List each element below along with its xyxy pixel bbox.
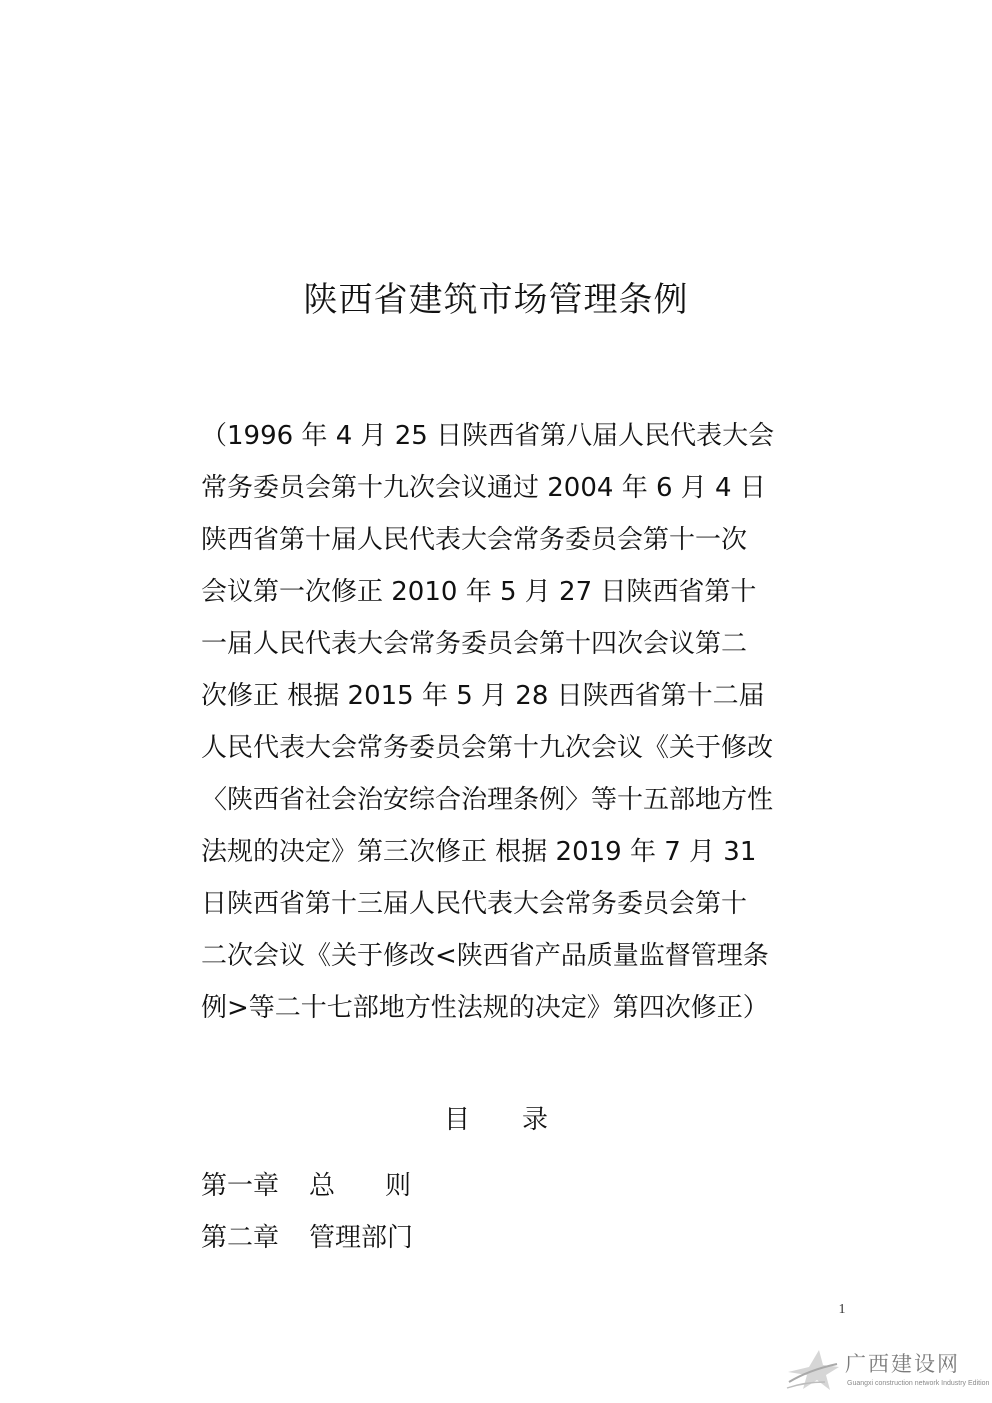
history-line: 次修正 根据 2015 年 5 月 28 日陕西省第十二届 (201, 681, 765, 711)
watermark-subtitle: Guangxi construction network Industry Edition (847, 1380, 990, 1387)
history-line: 一届人民代表大会常务委员会第十四次会议第二 (201, 629, 748, 659)
table-of-contents (201, 1160, 801, 1264)
history-line: 会议第一次修正 2010 年 5 月 27 日陕西省第十 (201, 577, 757, 607)
page-number: 1 (838, 1302, 846, 1317)
history-line: 法规的决定》第三次修正 根据 2019 年 7 月 31 (201, 837, 757, 867)
watermark (785, 1348, 990, 1398)
history-line: 日陕西省第十三届人民代表大会常务委员会第十 (201, 889, 748, 919)
toc-heading (0, 1097, 992, 1143)
history-line: 常务委员会第十九次会议通过 2004 年 6 月 4 日 (201, 473, 766, 503)
history-line: 〈陕西省社会治安综合治理条例〉等十五部地方性 (201, 785, 774, 815)
watermark-site-name: 广西建设网 (845, 1352, 960, 1376)
toc-chapter-name: 管理部门 (309, 1223, 414, 1253)
toc-item (201, 1212, 801, 1264)
history-line: （1996 年 4 月 25 日陕西省第八届人民代表大会 (201, 421, 775, 451)
toc-heading-char: 录 (522, 1105, 549, 1135)
toc-chapter-name: 总则 (309, 1171, 462, 1201)
legislative-history (201, 410, 801, 1034)
history-line: 二次会议《关于修改<陕西省产品质量监督管理条 (201, 941, 769, 971)
history-line: 陕西省第十届人民代表大会常务委员会第十一次 (201, 525, 748, 555)
document-title: 陕西省建筑市场管理条例 (303, 280, 689, 320)
toc-item (201, 1160, 801, 1212)
toc-chapter-number: 第二章 (201, 1223, 280, 1253)
toc-chapter-number: 第一章 (201, 1171, 280, 1201)
history-line: 例>等二十七部地方性法规的决定》第四次修正） (201, 993, 769, 1023)
star-logo-icon (785, 1348, 841, 1392)
history-line: 人民代表大会常务委员会第十九次会议《关于修改 (201, 733, 774, 763)
toc-heading-char: 目 (443, 1105, 470, 1135)
